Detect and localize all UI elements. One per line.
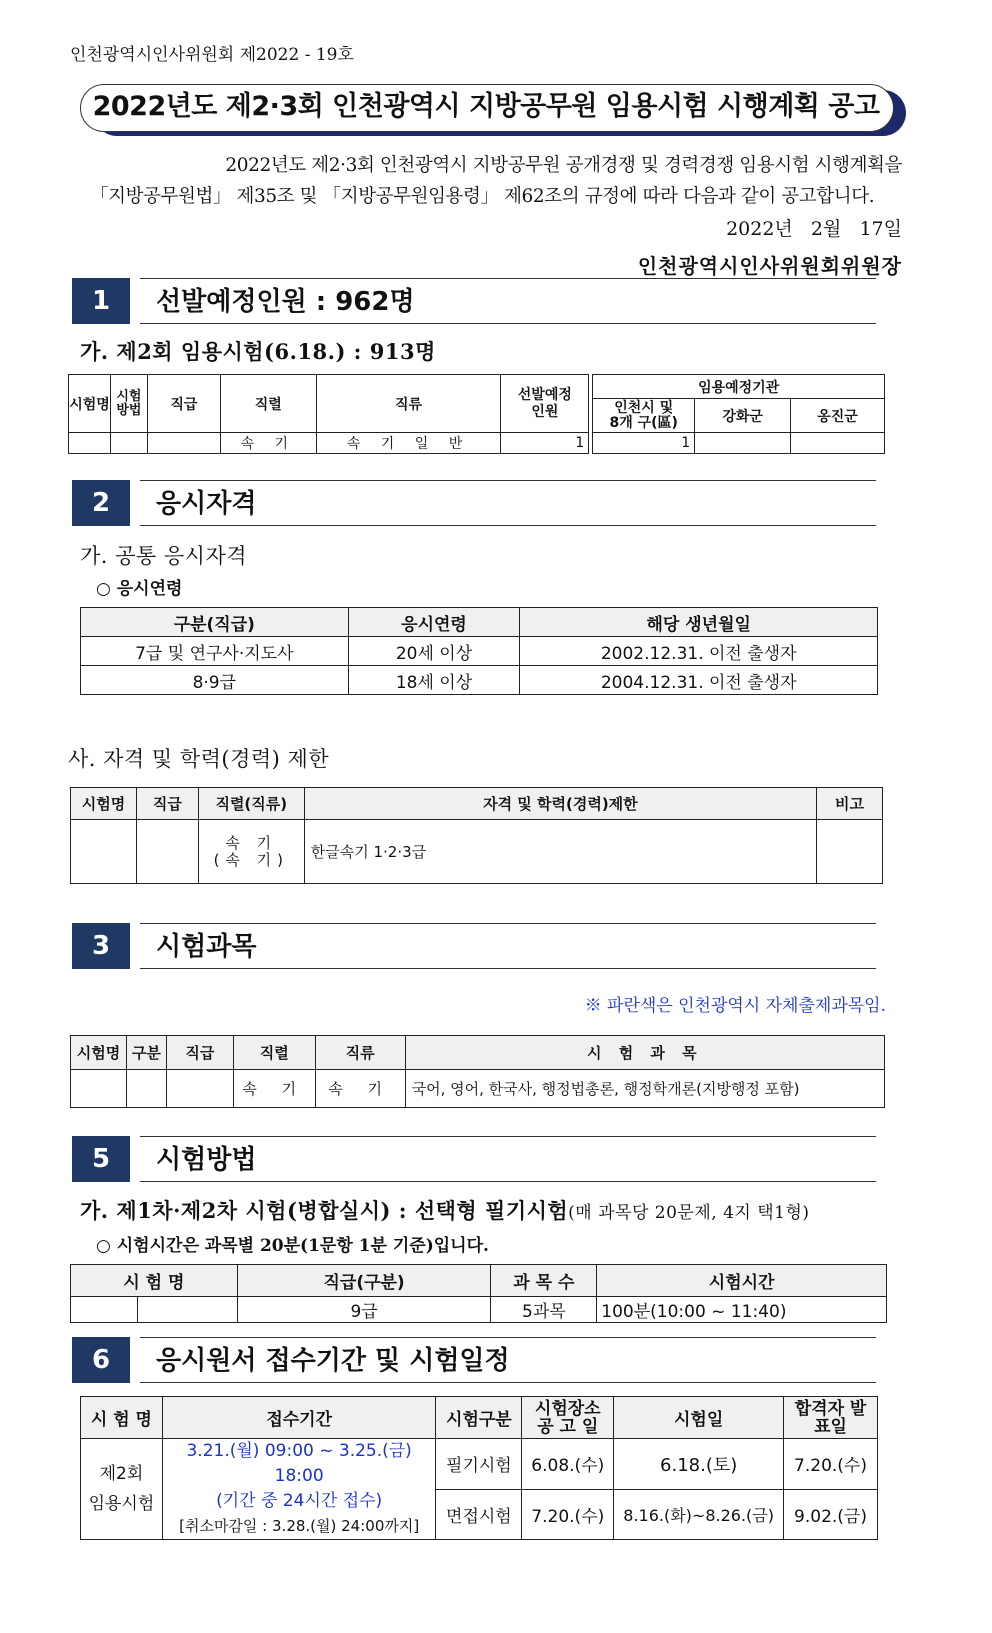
header-agency: 임용예정기관 <box>593 375 885 399</box>
subj-cell-class: 속 기 <box>315 1070 405 1108</box>
section-6-title: 응시원서 접수기간 및 시험일정 <box>140 1337 876 1383</box>
section-5-bullet: ○ 시험시간은 과목별 20분(1문항 1분 기준)입니다. <box>96 1236 489 1256</box>
age-cell: 20세 이상 <box>348 637 520 666</box>
document-number: 인천광역시인사위원회 제2022 - 19호 <box>70 45 354 65</box>
age-table <box>80 607 878 695</box>
time-cell-duration: 100분(10:00 ~ 11:40) <box>597 1297 887 1323</box>
sched-header-exam: 시 험 명 <box>81 1397 163 1439</box>
section-3-title: 시험과목 <box>140 923 876 969</box>
time-cell-exam-a <box>71 1297 138 1323</box>
subj-cell-grade <box>166 1070 233 1108</box>
time-header-grade: 직급(구분) <box>237 1265 491 1297</box>
subj-cell-subjects: 국어, 영어, 한국사, 행정법총론, 행정학개론(지방행정 포함) <box>405 1070 884 1108</box>
page-title: 2022년도 제2·3회 인천광역시 지방공무원 임용시험 시행계획 공고 <box>92 91 880 122</box>
intro-line-1: 2022년도 제2·3회 인천광역시 지방공무원 공개경쟁 및 경력경쟁 임용시험 시행계획을 <box>225 155 902 176</box>
subj-header-subjects: 시 험 과 목 <box>405 1036 884 1070</box>
sched-header-venue: 시험장소 공 고 일 <box>522 1397 614 1439</box>
section-5-number: 5 <box>72 1136 130 1182</box>
subj-header-type: 구분 <box>126 1036 166 1070</box>
table-row <box>71 1297 887 1323</box>
time-cell-count: 5과목 <box>491 1297 597 1323</box>
section-2-subheading: 가. 공통 응시자격 <box>80 544 248 568</box>
sched-header-date: 시험일 <box>614 1397 784 1439</box>
age-cell: 2004.12.31. 이전 출생자 <box>520 666 878 695</box>
time-header-count: 과 목 수 <box>491 1265 597 1297</box>
cell-quota: 1 <box>501 433 589 454</box>
signature: 인천광역시인사위원회위원장 <box>637 254 902 278</box>
time-header-duration: 시험시간 <box>597 1265 887 1297</box>
subj-header-series: 직렬 <box>233 1036 315 1070</box>
subj-cell-series: 속 기 <box>233 1070 315 1108</box>
age-header-birth: 해당 생년월일 <box>520 608 878 637</box>
qual-header-note: 비고 <box>817 788 883 820</box>
announcement-date: 2022년 2월 17일 <box>726 218 902 240</box>
schedule-table <box>80 1396 878 1540</box>
table-row <box>71 820 883 884</box>
subj-header-class: 직류 <box>315 1036 405 1070</box>
header-ongjin: 옹진군 <box>791 399 885 433</box>
sched-cell-type: 필기시험 <box>436 1439 522 1490</box>
qual-cell-series <box>198 820 304 884</box>
blue-subject-note: ※ 파란색은 인천광역시 자체출제과목임. <box>584 996 886 1016</box>
section-1-subheading: 가. 제2회 임용시험(6.18.) : 913명 <box>80 339 436 364</box>
table-row <box>81 666 878 695</box>
sched-exam-line-1: 제2회 <box>99 1464 144 1484</box>
section-5-subheading-detail: (매 과목당 20문제, 4지 택1형) <box>568 1203 810 1223</box>
table-row <box>71 1070 885 1108</box>
header-ganghwa: 강화군 <box>695 399 791 433</box>
age-cell: 7급 및 연구사·지도사 <box>81 637 349 666</box>
sched-period-line-2: (기간 중 24시간 접수) <box>216 1491 383 1511</box>
age-cell: 2002.12.31. 이전 출생자 <box>520 637 878 666</box>
qual-cell-exam <box>71 820 137 884</box>
qual-series-line-1: 속 기 <box>225 833 278 852</box>
qual-series-line-2: (속 기) <box>213 850 290 869</box>
header-class: 직류 <box>316 375 501 433</box>
qual-cell-limit: 한글속기 1·2·3급 <box>304 820 816 884</box>
cell-method <box>110 433 147 454</box>
section-2-bullet: ○ 응시연령 <box>96 579 183 599</box>
section-2-number: 2 <box>72 480 130 526</box>
age-cell: 8·9급 <box>81 666 349 695</box>
subj-header-grade: 직급 <box>166 1036 233 1070</box>
qual-cell-note <box>817 820 883 884</box>
cell-exam <box>69 433 111 454</box>
cell-class: 속 기 일 반 <box>316 433 501 454</box>
sched-cell-date: 8.16.(화)~8.26.(금) <box>614 1489 784 1540</box>
sched-cell-date: 6.18.(토) <box>614 1439 784 1490</box>
age-cell: 18세 이상 <box>348 666 520 695</box>
subj-cell-type <box>126 1070 166 1108</box>
header-series: 직렬 <box>220 375 316 433</box>
cell-ongjin <box>791 433 885 454</box>
header-exam: 시험명 <box>69 375 111 433</box>
qualification-table <box>70 787 883 884</box>
sched-period-line-1: 3.21.(월) 09:00 ~ 3.25.(금) 18:00 <box>186 1441 412 1486</box>
sched-cell-period <box>162 1439 436 1540</box>
cell-grade <box>147 433 220 454</box>
header-method: 시험방법 <box>110 375 147 433</box>
time-header-exam: 시 험 명 <box>71 1265 238 1297</box>
time-cell-exam-b <box>137 1297 237 1323</box>
age-header-grade: 구분(직급) <box>81 608 349 637</box>
sched-cell-result: 9.02.(금) <box>784 1489 878 1540</box>
section-6-number: 6 <box>72 1337 130 1383</box>
title-banner <box>80 84 904 132</box>
section-1-number: 1 <box>72 278 130 324</box>
qual-header-series: 직렬(직류) <box>198 788 304 820</box>
subj-header-exam: 시험명 <box>71 1036 127 1070</box>
sched-header-result: 합격자 발표일 <box>784 1397 878 1439</box>
sched-cell-venue: 6.08.(수) <box>522 1439 614 1490</box>
qual-header-grade: 직급 <box>136 788 198 820</box>
header-quota: 선발예정인원 <box>501 375 589 433</box>
sched-cell-type: 면접시험 <box>436 1489 522 1540</box>
sched-header-type: 시험구분 <box>436 1397 522 1439</box>
sched-exam-line-2: 임용시험 <box>88 1494 155 1514</box>
section-1-title: 선발예정인원 : 962명 <box>140 278 876 324</box>
section-5-subheading <box>80 1195 810 1225</box>
age-header-age: 응시연령 <box>348 608 520 637</box>
table-row <box>81 637 878 666</box>
cell-incheon: 1 <box>593 433 695 454</box>
sched-cell-venue: 7.20.(수) <box>522 1489 614 1540</box>
cell-ganghwa <box>695 433 791 454</box>
exam-time-table <box>70 1264 887 1323</box>
section-2-title: 응시자격 <box>140 480 876 526</box>
sched-period-line-3: [취소마감일 : 3.28.(월) 24:00까지] <box>179 1517 420 1535</box>
subj-cell-exam <box>71 1070 127 1108</box>
section-5-subheading-main: 가. 제1차·제2차 시험(병합실시) : 선택형 필기시험 <box>80 1198 569 1223</box>
header-grade: 직급 <box>147 375 220 433</box>
intro-line-2: 「지방공무원법」 제35조 및 「지방공무원임용령」 제62조의 규정에 따라 다음과 같이 공고합니다. <box>90 186 875 207</box>
subject-table <box>70 1035 885 1108</box>
table-row <box>81 1439 878 1490</box>
section-3-number: 3 <box>72 923 130 969</box>
sched-header-period: 접수기간 <box>162 1397 436 1439</box>
sched-cell-exam <box>81 1439 163 1540</box>
qual-header-limit: 자격 및 학력(경력)제한 <box>304 788 816 820</box>
section-2-subheading-2: 사. 자격 및 학력(경력) 제한 <box>68 747 330 771</box>
header-incheon: 인천시 및 8개 구(區) <box>593 399 695 433</box>
cell-series: 속 기 <box>220 433 316 454</box>
time-cell-grade: 9급 <box>237 1297 491 1323</box>
quota-table <box>68 374 885 454</box>
section-5-title: 시험방법 <box>140 1136 876 1182</box>
sched-cell-result: 7.20.(수) <box>784 1439 878 1490</box>
qual-header-exam: 시험명 <box>71 788 137 820</box>
qual-cell-grade <box>136 820 198 884</box>
intro-text <box>90 150 902 212</box>
